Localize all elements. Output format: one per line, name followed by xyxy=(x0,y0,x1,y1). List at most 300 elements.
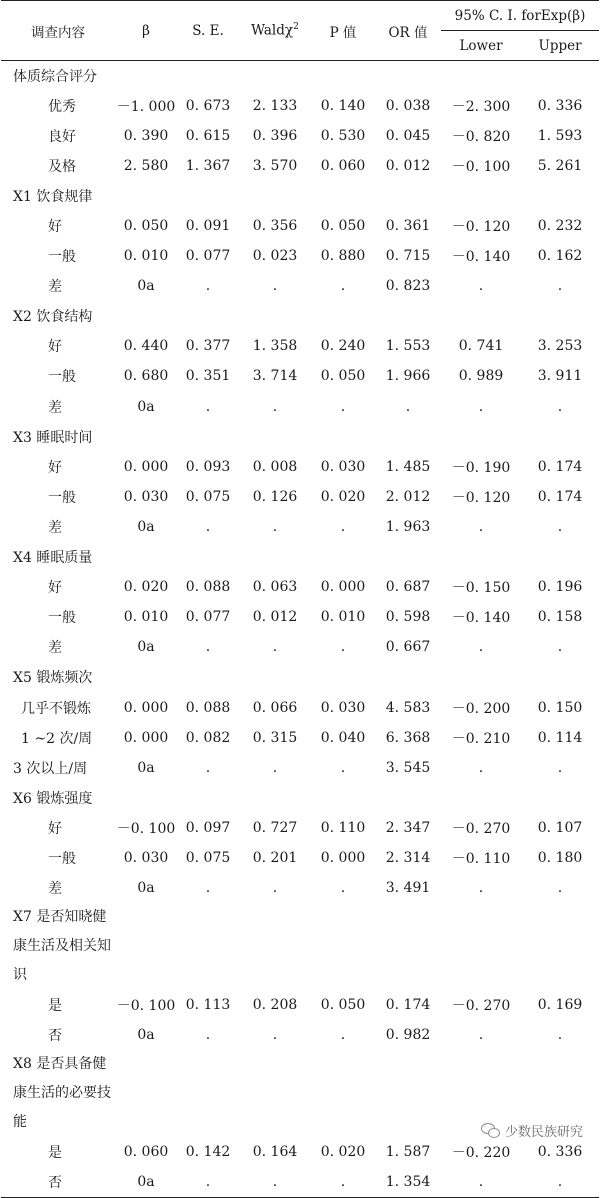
cell-wald: 3. 714 xyxy=(252,368,298,385)
cell-lower xyxy=(441,903,521,990)
cell-se: . xyxy=(205,1027,211,1044)
cell-se xyxy=(177,783,239,813)
cell-beta xyxy=(115,422,177,452)
cell-upper: 0. 174 xyxy=(537,458,583,475)
cell-p: 0. 050 xyxy=(320,368,366,385)
cell-or: 0. 045 xyxy=(385,127,431,144)
cell-se: 0. 082 xyxy=(185,729,231,746)
cell-upper: . xyxy=(521,1167,599,1197)
cell-lower: . xyxy=(478,639,484,656)
cell-p: 0. 880 xyxy=(320,248,366,265)
wechat-icon xyxy=(481,1123,500,1138)
cell-beta xyxy=(115,301,177,331)
cell-upper xyxy=(521,783,599,813)
cell-or xyxy=(375,1050,441,1137)
table-row xyxy=(1,512,599,542)
row-label: 一般 xyxy=(48,610,76,627)
cell-wald xyxy=(239,542,311,572)
table-row xyxy=(1,542,599,572)
row-label: 好 xyxy=(48,820,62,837)
cell-wald xyxy=(239,1050,311,1137)
row-label: 体质综合评分 xyxy=(13,68,97,85)
table-row xyxy=(1,903,599,990)
row-label: X7 是否知晓健康生活及相关知识 xyxy=(13,909,111,984)
cell-p: . xyxy=(340,1027,346,1044)
table-header xyxy=(1,1,599,61)
cell-or: 1. 963 xyxy=(385,518,431,535)
cell-p: 0. 040 xyxy=(320,729,366,746)
cell-wald: 1. 358 xyxy=(252,338,298,355)
cell-se xyxy=(177,903,239,990)
table-row xyxy=(1,1167,599,1197)
cell-se: 0. 673 xyxy=(185,97,231,114)
cell-se: 0. 142 xyxy=(185,1144,231,1161)
cell-wald: 0. 008 xyxy=(252,458,298,475)
table-row xyxy=(1,1137,599,1167)
table-row xyxy=(1,301,599,331)
table-row xyxy=(1,753,599,783)
cell-se: . xyxy=(177,1167,239,1197)
cell-upper: 0. 174 xyxy=(537,488,583,505)
cell-p: 0. 050 xyxy=(320,218,366,235)
cell-lower: 0. 989 xyxy=(458,368,504,385)
cell-wald: 3. 570 xyxy=(252,157,298,174)
row-label: 好 xyxy=(48,339,62,356)
cell-or: 0. 598 xyxy=(385,609,431,626)
cell-upper: 0. 336 xyxy=(537,97,583,114)
row-label: X3 睡眠时间 xyxy=(13,429,93,446)
cell-se: 1. 367 xyxy=(185,157,231,174)
cell-beta xyxy=(115,542,177,572)
cell-or: 0. 823 xyxy=(385,278,431,295)
cell-beta: 0. 020 xyxy=(123,579,169,596)
watermark-text: 少数民族研究 xyxy=(504,1125,583,1140)
cell-p xyxy=(311,181,375,211)
cell-or: 0. 038 xyxy=(385,97,431,114)
cell-beta: 0. 010 xyxy=(123,248,169,265)
cell-or: 4. 583 xyxy=(385,699,431,716)
table-row xyxy=(1,271,599,301)
cell-wald: 2. 133 xyxy=(252,97,298,114)
cell-lower xyxy=(441,542,521,572)
cell-beta xyxy=(115,783,177,813)
cell-or: 0. 667 xyxy=(385,639,431,656)
table-row xyxy=(1,783,599,813)
cell-wald xyxy=(239,662,311,692)
row-label: X5 锻炼频次 xyxy=(13,670,93,687)
cell-upper: 0. 107 xyxy=(537,819,583,836)
cell-p xyxy=(311,1050,375,1137)
cell-lower xyxy=(441,422,521,452)
table-row xyxy=(1,843,599,873)
row-label: 否 xyxy=(1,1167,115,1197)
cell-beta xyxy=(115,662,177,692)
cell-upper: 0. 114 xyxy=(537,729,583,746)
cell-or xyxy=(375,542,441,572)
cell-upper: 5. 261 xyxy=(537,157,583,174)
cell-lower: 0. 741 xyxy=(458,338,504,355)
cell-se: 0. 088 xyxy=(185,579,231,596)
table-row xyxy=(1,392,599,422)
cell-p xyxy=(311,903,375,990)
cell-lower: . xyxy=(441,1167,521,1197)
cell-beta: 0. 680 xyxy=(123,368,169,385)
cell-or: 0. 361 xyxy=(385,218,431,235)
cell-p: 0. 030 xyxy=(320,699,366,716)
row-label: 差 xyxy=(48,399,62,416)
cell-upper xyxy=(521,301,599,331)
cell-or: 2. 314 xyxy=(385,849,431,866)
cell-beta: －0. 100 xyxy=(116,820,176,837)
cell-upper: 0. 336 xyxy=(537,1144,583,1161)
header-upper: Upper xyxy=(521,31,599,61)
cell-p: 0. 240 xyxy=(320,338,366,355)
cell-p: 0. 000 xyxy=(320,849,366,866)
watermark xyxy=(478,1120,586,1141)
cell-lower: －0. 820 xyxy=(451,128,511,145)
cell-lower: －0. 140 xyxy=(451,610,511,627)
header-wald-superscript: 2 xyxy=(293,22,299,33)
table-row xyxy=(1,602,599,632)
row-label: X6 锻炼强度 xyxy=(13,790,93,807)
cell-wald: 0. 315 xyxy=(252,729,298,746)
cell-wald xyxy=(239,783,311,813)
cell-lower xyxy=(441,301,521,331)
row-label: 1 ~2 次/周 xyxy=(21,730,93,747)
cell-lower: －0. 110 xyxy=(451,850,511,867)
row-label: 优秀 xyxy=(48,98,76,115)
cell-beta xyxy=(115,903,177,990)
cell-beta: 0. 390 xyxy=(123,127,169,144)
cell-or: 2. 012 xyxy=(385,488,431,505)
cell-lower: －0. 270 xyxy=(451,820,511,837)
cell-or: 1. 354 xyxy=(375,1167,441,1197)
cell-or: 0. 012 xyxy=(385,157,431,174)
cell-or: 2. 347 xyxy=(385,819,431,836)
cell-se xyxy=(177,542,239,572)
table-row xyxy=(1,91,599,121)
cell-wald: . xyxy=(272,278,278,295)
table-row xyxy=(1,1020,599,1050)
cell-beta: 0a xyxy=(137,518,155,535)
cell-upper: . xyxy=(557,880,563,897)
cell-or: 0. 687 xyxy=(385,579,431,596)
cell-or xyxy=(375,301,441,331)
cell-se: . xyxy=(205,278,211,295)
cell-p: 0. 030 xyxy=(320,458,366,475)
row-label: X8 是否具备健康生活的必要技能 xyxy=(13,1056,111,1131)
cell-lower xyxy=(441,662,521,692)
cell-or: 6. 368 xyxy=(385,729,431,746)
cell-upper: 1. 593 xyxy=(537,127,583,144)
row-label: 几乎不锻炼 xyxy=(21,700,91,717)
cell-beta: 0. 030 xyxy=(123,849,169,866)
cell-beta: 0. 030 xyxy=(123,488,169,505)
row-label: 否 xyxy=(48,1028,62,1045)
row-label: X2 饮食结构 xyxy=(13,309,93,326)
cell-wald: 0. 023 xyxy=(252,248,298,265)
cell-lower: . xyxy=(478,518,484,535)
table-body xyxy=(1,61,599,1198)
cell-p xyxy=(311,422,375,452)
cell-upper: 0. 196 xyxy=(537,579,583,596)
table-row xyxy=(1,572,599,602)
cell-beta: 0. 000 xyxy=(123,458,169,475)
cell-se: 0. 077 xyxy=(185,248,231,265)
cell-beta xyxy=(115,1050,177,1137)
cell-beta: 0. 050 xyxy=(123,218,169,235)
table-row xyxy=(1,990,599,1020)
cell-or: 0. 982 xyxy=(385,1027,431,1044)
cell-wald: 0. 396 xyxy=(252,127,298,144)
row-label: 是 xyxy=(48,1145,62,1162)
row-label: 一般 xyxy=(48,850,76,867)
header-p: P 值 xyxy=(311,1,375,61)
cell-beta: 0. 000 xyxy=(123,699,169,716)
header-or: OR 值 xyxy=(375,1,441,61)
cell-or: 1. 966 xyxy=(385,368,431,385)
cell-p: . xyxy=(311,1167,375,1197)
header-wald xyxy=(239,1,311,61)
cell-or: 3. 545 xyxy=(385,759,431,776)
table-row xyxy=(1,452,599,482)
cell-se xyxy=(177,1050,239,1137)
cell-lower: －0. 140 xyxy=(451,249,511,266)
cell-beta: 0. 440 xyxy=(123,338,169,355)
cell-p: 0. 530 xyxy=(320,127,366,144)
cell-lower: －2. 300 xyxy=(451,98,511,115)
cell-wald: . xyxy=(239,1167,311,1197)
cell-se: . xyxy=(205,880,211,897)
cell-lower xyxy=(441,181,521,211)
table-row xyxy=(1,813,599,843)
cell-upper: 0. 232 xyxy=(537,218,583,235)
cell-lower: －0. 270 xyxy=(451,998,511,1015)
table-row xyxy=(1,331,599,361)
cell-lower: －0. 220 xyxy=(451,1145,511,1162)
cell-se: 0. 093 xyxy=(185,458,231,475)
row-label: 一般 xyxy=(48,489,76,506)
cell-p: 0. 050 xyxy=(320,997,366,1014)
cell-beta xyxy=(115,61,177,91)
cell-wald: . xyxy=(272,880,278,897)
table-row xyxy=(1,121,599,151)
cell-lower: －0. 120 xyxy=(451,219,511,236)
regression-table xyxy=(1,0,599,1198)
cell-upper: . xyxy=(557,518,563,535)
row-label: 差 xyxy=(48,881,62,898)
row-label: 差 xyxy=(48,640,62,657)
cell-upper: . xyxy=(557,639,563,656)
cell-lower: －0. 210 xyxy=(451,730,511,747)
header-item: 调查内容 xyxy=(1,1,115,61)
cell-wald: 0. 126 xyxy=(252,488,298,505)
row-label: 良好 xyxy=(48,128,76,145)
cell-beta: －1. 000 xyxy=(116,98,176,115)
cell-p: . xyxy=(340,398,346,415)
cell-p xyxy=(311,662,375,692)
table-row xyxy=(1,181,599,211)
cell-wald: . xyxy=(272,1027,278,1044)
cell-lower: . xyxy=(478,278,484,295)
cell-se xyxy=(177,61,239,91)
cell-lower: －0. 150 xyxy=(451,580,511,597)
cell-lower: －0. 200 xyxy=(451,700,511,717)
cell-se: . xyxy=(205,518,211,535)
row-label: 一般 xyxy=(48,369,76,386)
table-row xyxy=(1,211,599,241)
cell-p: 0. 140 xyxy=(320,97,366,114)
cell-se: 0. 075 xyxy=(185,488,231,505)
cell-lower xyxy=(441,61,521,91)
cell-wald xyxy=(239,422,311,452)
cell-or: 1. 587 xyxy=(385,1144,431,1161)
cell-upper: 3. 253 xyxy=(537,338,583,355)
cell-upper: 0. 169 xyxy=(537,997,583,1014)
cell-p xyxy=(311,301,375,331)
cell-p: 0. 020 xyxy=(320,1144,366,1161)
cell-beta xyxy=(115,181,177,211)
cell-beta: 0a xyxy=(115,1167,177,1197)
cell-se: 0. 097 xyxy=(185,819,231,836)
cell-beta: 2. 580 xyxy=(123,157,169,174)
cell-beta: 0. 060 xyxy=(123,1144,169,1161)
cell-se: 0. 088 xyxy=(185,699,231,716)
cell-se: 0. 113 xyxy=(185,997,231,1014)
cell-upper: 0. 158 xyxy=(537,609,583,626)
cell-upper xyxy=(521,542,599,572)
row-label: 一般 xyxy=(48,249,76,266)
cell-beta: 0a xyxy=(137,278,155,295)
cell-lower: . xyxy=(478,398,484,415)
cell-wald xyxy=(239,301,311,331)
cell-wald: 0. 208 xyxy=(252,997,298,1014)
cell-upper: . xyxy=(557,1027,563,1044)
cell-lower: . xyxy=(478,1027,484,1044)
cell-p: . xyxy=(340,518,346,535)
row-label: 好 xyxy=(48,219,62,236)
header-beta: β xyxy=(115,1,177,61)
cell-p xyxy=(311,542,375,572)
header-se: S. E. xyxy=(177,1,239,61)
cell-beta: 0a xyxy=(137,1027,155,1044)
row-label: 是 xyxy=(48,998,62,1015)
cell-or xyxy=(375,783,441,813)
cell-wald: . xyxy=(272,759,278,776)
cell-wald xyxy=(239,903,311,990)
cell-wald: . xyxy=(272,398,278,415)
table-row xyxy=(1,361,599,391)
cell-beta: －0. 100 xyxy=(116,998,176,1015)
row-label: 及格 xyxy=(48,158,76,175)
cell-wald: 0. 356 xyxy=(252,218,298,235)
cell-se xyxy=(177,301,239,331)
cell-upper: 3. 911 xyxy=(537,368,583,385)
cell-or xyxy=(375,61,441,91)
cell-p: . xyxy=(340,639,346,656)
cell-se: . xyxy=(205,639,211,656)
cell-wald: . xyxy=(272,518,278,535)
cell-upper xyxy=(521,181,599,211)
cell-wald: 0. 727 xyxy=(252,819,298,836)
cell-lower xyxy=(441,783,521,813)
cell-beta: 0. 010 xyxy=(123,609,169,626)
row-label: 差 xyxy=(48,279,62,296)
cell-wald xyxy=(239,181,311,211)
cell-se: . xyxy=(205,398,211,415)
cell-beta: 0a xyxy=(137,398,155,415)
cell-lower: －0. 120 xyxy=(451,489,511,506)
cell-or xyxy=(375,181,441,211)
row-label: X1 饮食规律 xyxy=(13,188,93,205)
cell-upper: . xyxy=(557,278,563,295)
cell-beta: 0a xyxy=(137,639,155,656)
cell-se: . xyxy=(205,759,211,776)
cell-beta: 0. 000 xyxy=(123,729,169,746)
table-row xyxy=(1,61,599,91)
cell-wald: 0. 012 xyxy=(252,609,298,626)
cell-upper xyxy=(521,422,599,452)
cell-lower: －0. 190 xyxy=(451,459,511,476)
cell-beta: 0a xyxy=(137,880,155,897)
cell-or: 0. 174 xyxy=(385,997,431,1014)
cell-wald: 0. 063 xyxy=(252,579,298,596)
cell-upper: 0. 180 xyxy=(537,849,583,866)
row-label: X4 睡眠质量 xyxy=(13,550,93,567)
row-label: 好 xyxy=(48,580,62,597)
cell-se: 0. 377 xyxy=(185,338,231,355)
cell-wald: 0. 164 xyxy=(252,1144,298,1161)
cell-upper: 0. 162 xyxy=(537,248,583,265)
cell-p: . xyxy=(340,759,346,776)
table-row xyxy=(1,662,599,692)
cell-upper xyxy=(521,61,599,91)
row-label: 3 次以上/周 xyxy=(13,760,88,777)
cell-p: 0. 020 xyxy=(320,488,366,505)
cell-or: 0. 715 xyxy=(385,248,431,265)
cell-p: . xyxy=(340,880,346,897)
cell-or: 1. 553 xyxy=(385,338,431,355)
cell-p: 0. 110 xyxy=(320,819,366,836)
cell-wald: 0. 066 xyxy=(252,699,298,716)
header-ci: 95% C. I. forExp(β) xyxy=(441,1,599,31)
cell-p xyxy=(311,61,375,91)
cell-upper: . xyxy=(557,759,563,776)
table-row xyxy=(1,422,599,452)
cell-se: 0. 075 xyxy=(185,849,231,866)
row-label: 差 xyxy=(48,519,62,536)
cell-or: 3. 491 xyxy=(385,880,431,897)
table-row xyxy=(1,692,599,722)
cell-wald xyxy=(239,61,311,91)
cell-or: . xyxy=(405,398,411,415)
cell-se: 0. 091 xyxy=(185,218,231,235)
cell-lower: . xyxy=(478,880,484,897)
cell-p: 0. 060 xyxy=(320,157,366,174)
cell-upper xyxy=(521,662,599,692)
cell-p: . xyxy=(340,278,346,295)
table-row xyxy=(1,482,599,512)
table-row xyxy=(1,151,599,181)
header-wald-text: Waldχ xyxy=(251,22,294,39)
cell-se: 0. 351 xyxy=(185,368,231,385)
cell-beta: 0a xyxy=(137,759,155,776)
cell-p xyxy=(311,783,375,813)
cell-upper xyxy=(521,903,599,990)
cell-se xyxy=(177,662,239,692)
cell-se: 0. 615 xyxy=(185,127,231,144)
header-lower: Lower xyxy=(441,31,521,61)
